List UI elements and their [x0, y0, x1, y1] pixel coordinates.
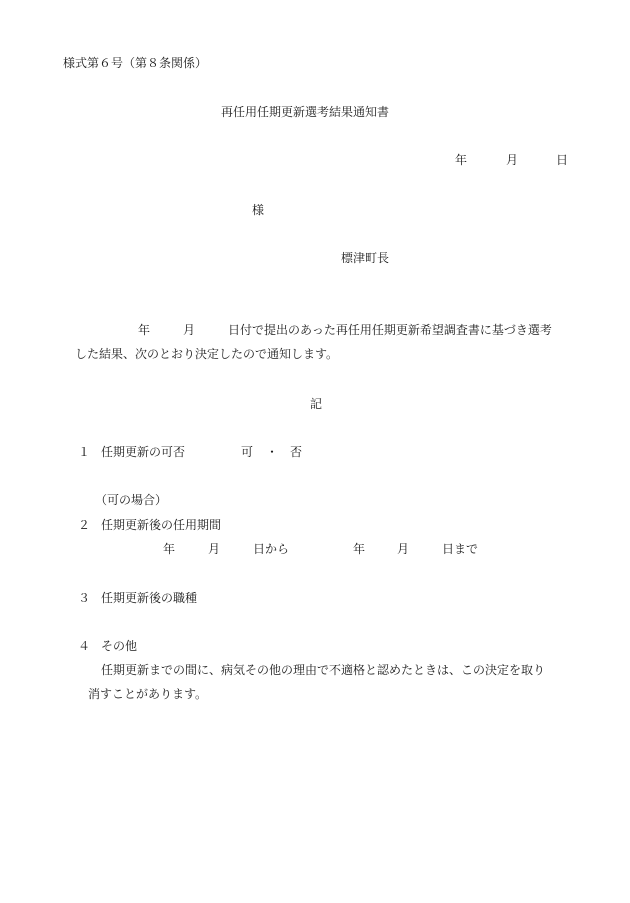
period-from-day: 日から: [253, 542, 290, 556]
document-title: 再任用任期更新選考結果通知書: [221, 105, 390, 119]
item-4-text-line2: 消すことがあります。: [88, 687, 208, 701]
date-month-label: 月: [506, 153, 519, 167]
addressee-suffix: 様: [252, 203, 265, 217]
item-2-label: 任期更新後の任用期間: [101, 518, 222, 532]
item-4-number: ４: [78, 639, 91, 653]
period-to-month: 月: [397, 542, 410, 556]
period-to-year: 年: [353, 542, 366, 556]
item-4-label: その他: [101, 639, 138, 653]
ki-heading: 記: [310, 397, 323, 411]
option-no: 否: [290, 445, 303, 459]
item-2-number: ２: [78, 518, 91, 532]
sender-name: 標津町長: [341, 251, 390, 265]
period-to-day: 日まで: [442, 542, 479, 556]
date-year-label: 年: [455, 153, 468, 167]
item-3-number: ３: [78, 591, 91, 605]
date-day-label: 日: [556, 153, 569, 167]
body-year-label: 年: [138, 323, 151, 337]
body-line1: 日付で提出のあった再任用任期更新希望調査書に基づき選考: [228, 323, 552, 337]
item-1-label: 任期更新の可否: [101, 445, 186, 459]
body-month-label: 月: [183, 323, 196, 337]
item-1-number: １: [78, 445, 91, 459]
option-separator: ・: [266, 445, 279, 459]
period-from-month: 月: [208, 542, 221, 556]
item-3-label: 任期更新後の職種: [101, 591, 198, 605]
body-line2: した結果、次のとおり決定したので通知します。: [75, 347, 339, 361]
form-number: 様式第６号（第８条関係）: [63, 56, 208, 70]
condition-note: （可の場合）: [95, 493, 168, 507]
option-yes: 可: [241, 445, 254, 459]
period-from-year: 年: [163, 542, 176, 556]
item-4-text-line1: 任期更新までの間に、病気その他の理由で不適格と認めたときは、この決定を取り: [101, 663, 546, 677]
